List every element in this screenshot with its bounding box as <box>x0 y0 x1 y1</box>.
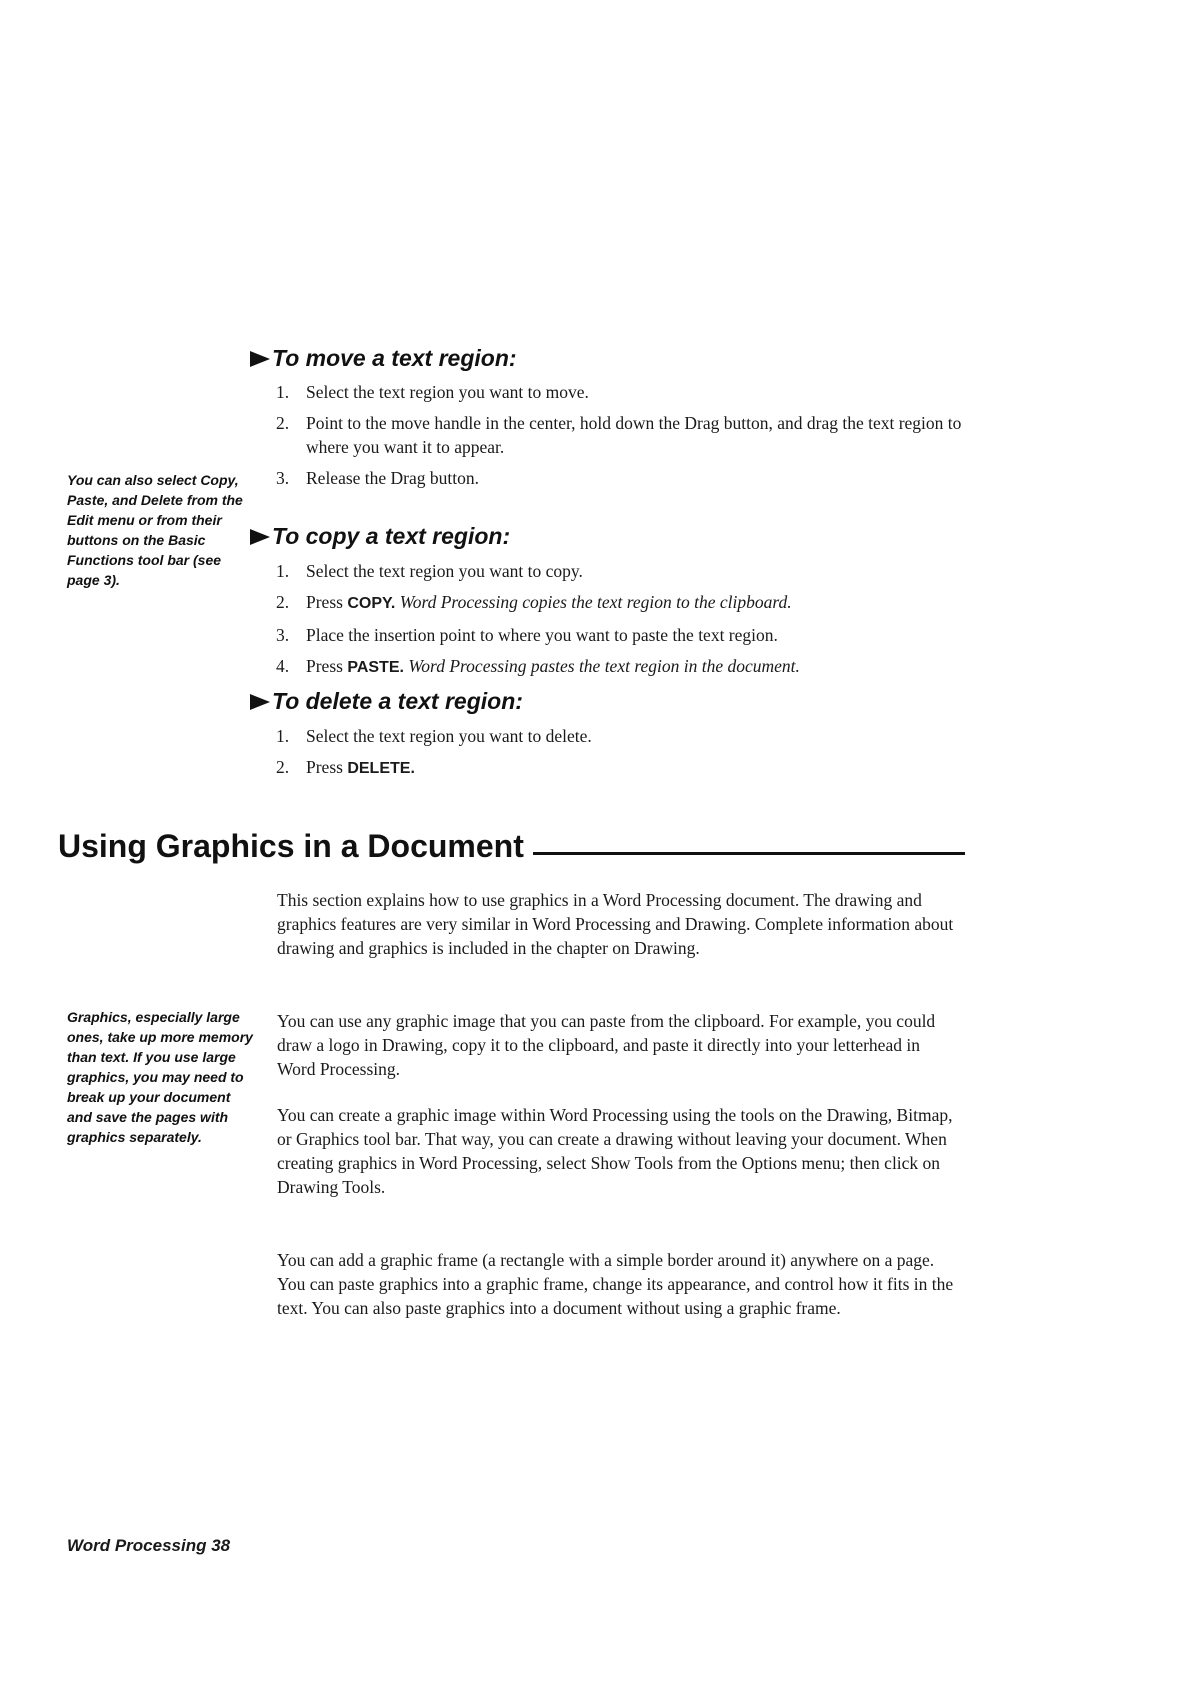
delete-steps <box>276 724 976 788</box>
paste-key: PASTE. <box>347 659 404 676</box>
list-item: 2. Point to the move handle in the center, hold down the Drag button, and drag the text region to where you want it to appear. <box>276 413 962 457</box>
graphics-paragraph-4: You can add a graphic frame (a rectangle with a simple border around it) anywhere on a page. You can paste graphics into a graphic frame, change its appearance, and control how it fits in the text. You can also paste graphics into a document without using a graphic frame. <box>277 1250 954 1318</box>
delete-heading-text: To delete a text region: <box>272 688 523 714</box>
move-steps <box>276 380 976 497</box>
list-item: 1. Select the text region you want to copy. <box>276 561 583 581</box>
list-item: 2. Press COPY. Word Processing copies the text region to the clipboard. <box>276 592 792 612</box>
arrow-right-icon <box>250 529 270 545</box>
graphics-paragraph-3: You can create a graphic image within Word Processing using the tools on the Drawing, Bitmap, or Graphics tool bar. That way, you can create a drawing without leaving your document. When creating graphics in Word Processing, select Show Tools from the Options menu; then click on Drawing Tools. <box>277 1105 953 1197</box>
arrow-right-icon <box>250 694 270 710</box>
move-heading <box>250 345 517 372</box>
graphics-paragraph-2: You can use any graphic image that you can paste from the clipboard. For example, you could draw a logo in Drawing, copy it to the clipboard, and paste it directly into your letterhead in Word Processing. <box>277 1011 936 1079</box>
delete-key: DELETE. <box>347 760 415 777</box>
copy-heading <box>250 523 510 550</box>
move-heading-text: To move a text region: <box>272 345 517 371</box>
list-item: 1. Select the text region you want to move. <box>276 382 589 402</box>
arrow-right-icon <box>250 351 270 367</box>
list-item: 2. Press DELETE. <box>276 757 415 777</box>
delete-heading <box>250 688 523 715</box>
list-item: 1. Select the text region you want to delete. <box>276 726 592 746</box>
copy-key: COPY. <box>347 595 396 612</box>
list-item: 4. Press PASTE. Word Processing pastes the text region in the document. <box>276 656 800 676</box>
margin-note-copy-paste: You can also select Copy, Paste, and Delete from the Edit menu or from their buttons on the Basic Functions tool bar (see page 3). <box>67 472 243 588</box>
graphics-paragraph-1: This section explains how to use graphics in a Word Processing document. The drawing and graphics features are very similar in Word Processing and Drawing. Complete information about drawing and graphics is included in the chapter on Drawing. <box>277 890 954 958</box>
list-item: 3. Release the Drag button. <box>276 468 480 488</box>
margin-note-graphics: Graphics, especially large ones, take up more memory than text. If you use large graphics, you may need to break up your document and save the pages with graphics separately. <box>67 1009 253 1145</box>
section-title: Using Graphics in a Document <box>58 828 524 864</box>
copy-heading-text: To copy a text region: <box>272 523 511 549</box>
copy-steps <box>276 559 976 687</box>
section-rule <box>533 852 965 855</box>
list-item: 3. Place the insertion point to where you want to paste the text region. <box>276 625 778 645</box>
page-footer: Word Processing 38 <box>67 1536 231 1555</box>
